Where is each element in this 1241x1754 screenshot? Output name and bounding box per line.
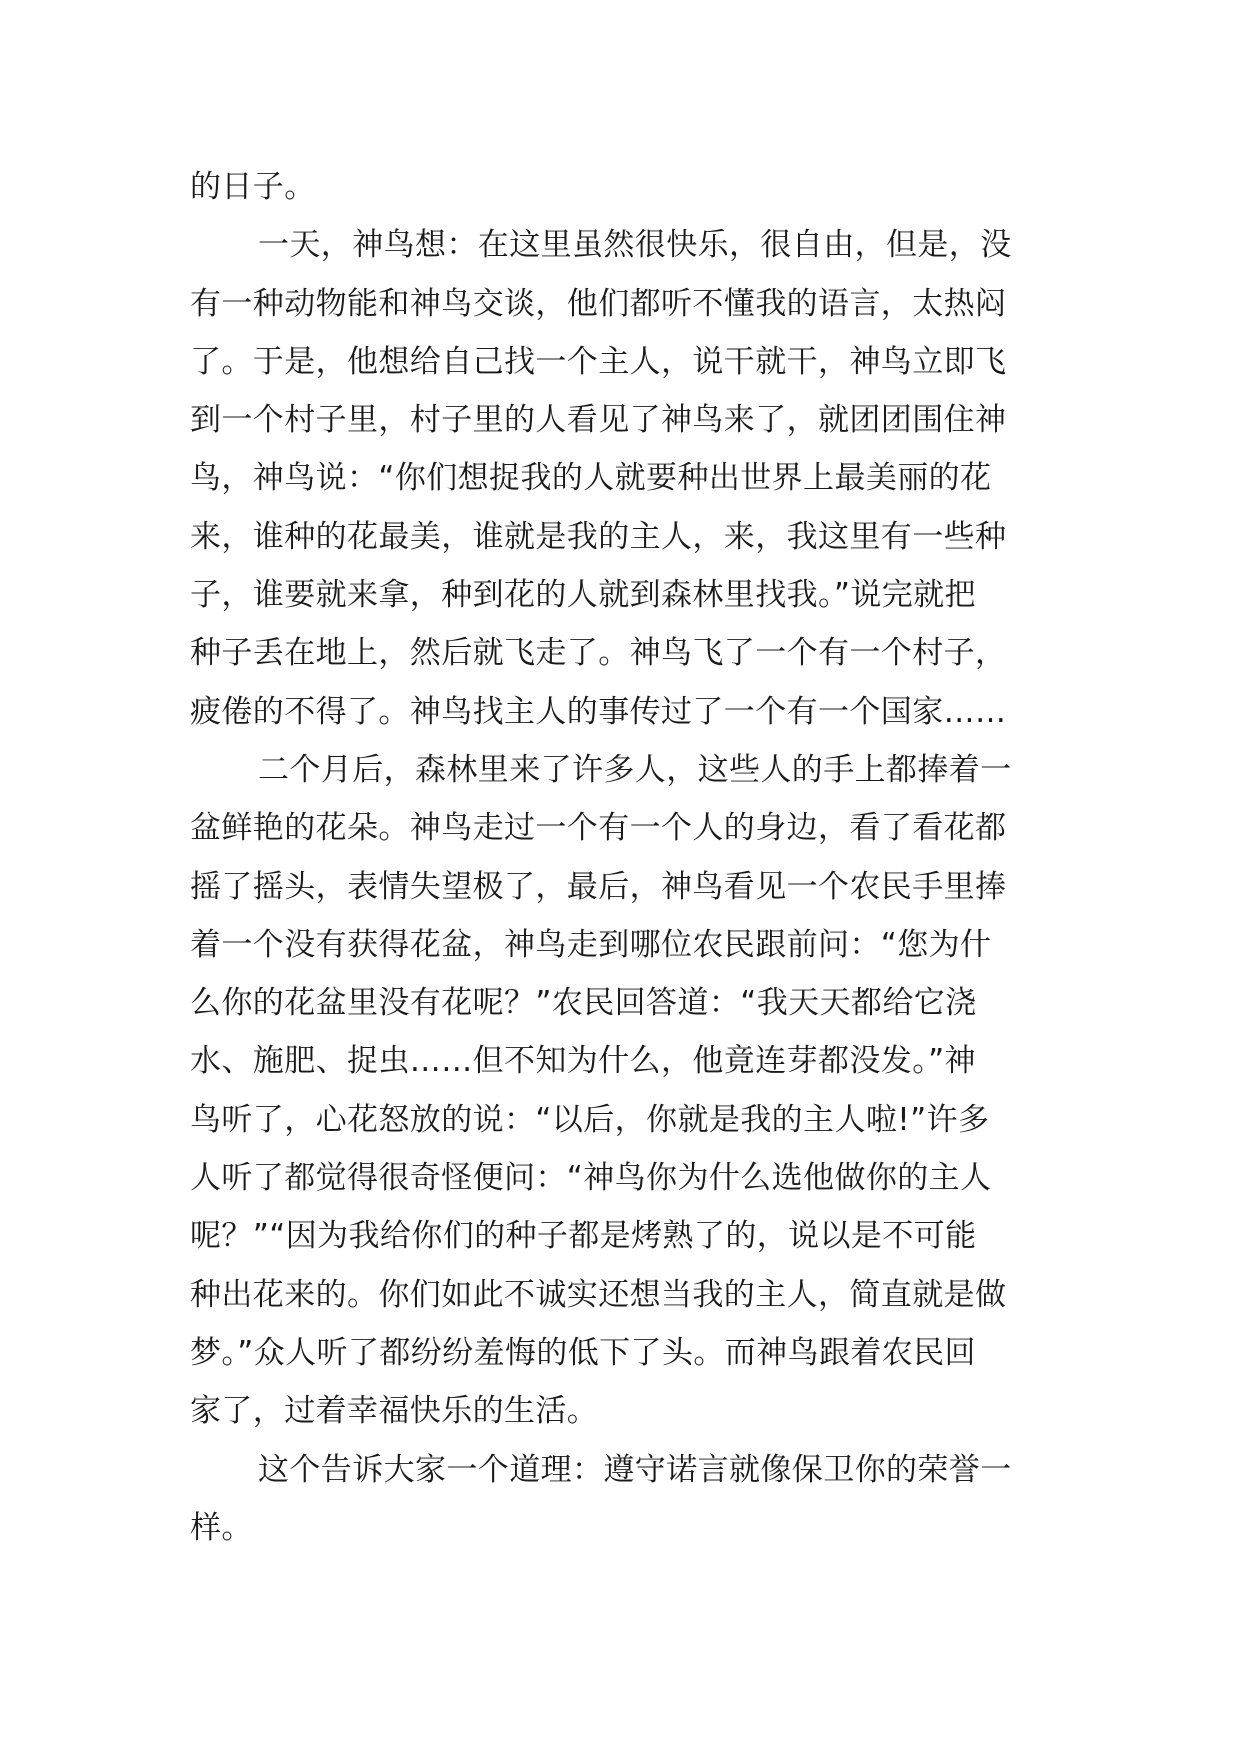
text-line: 了。于是，他想给自己找一个主人，说干就干，神鸟立即飞 <box>190 343 1007 380</box>
text-line: 家了，过着幸福快乐的生活。 <box>190 1393 599 1430</box>
text-line: 的日子。 <box>190 169 316 205</box>
text-line: 样。 <box>190 1509 253 1546</box>
text-line: 鸟，神鸟说：“你们想捉我的人就要种出世界上最美丽的花 <box>190 460 992 497</box>
text-line: 水、施肥、捉虫……但不知为什么，他竟连芽都没发。”神 <box>190 1043 976 1080</box>
text-line: 种出花来的。你们如此不诚实还想当我的主人，简直就是做 <box>190 1276 1007 1313</box>
document-body <box>190 158 1046 1557</box>
text-line: 子，谁要就来拿，种到花的人就到森林里找我。”说完就把 <box>190 577 976 614</box>
text-line: 人听了都觉得很奇怪便问：“神鸟你为什么选他做你的主人 <box>190 1160 992 1197</box>
text-line: 疲倦的不得了。神鸟找主人的事传过了一个有一个国家…… <box>190 693 1007 730</box>
text-line: 摇了摇头，表情失望极了，最后，神鸟看见一个农民手里捧 <box>190 868 1007 905</box>
text-line: 二个月后，森林里来了许多人，这些人的手上都捧着一 <box>258 751 1012 788</box>
text-line: 这个告诉大家一个道理：遵守诺言就像保卫你的荣誉一 <box>258 1451 1012 1488</box>
text-line: 鸟听了，心花怒放的说：“以后，你就是我的主人啦!”许多 <box>190 1101 990 1138</box>
text-line: 到一个村子里，村子里的人看见了神鸟来了，就团团围住神 <box>190 402 1007 439</box>
text-line: 呢？”“因为我给你们的种子都是烤熟了的，说以是不可能 <box>190 1218 977 1255</box>
text-line: 盆鲜艳的花朵。神鸟走过一个有一个人的身边，看了看花都 <box>190 810 1007 847</box>
text-line: 来，谁种的花最美，谁就是我的主人，来，我这里有一些种 <box>190 518 1007 555</box>
text-line: 种子丢在地上，然后就飞走了。神鸟飞了一个有一个村子， <box>190 635 1007 672</box>
text-line: 么你的花盆里没有花呢？”农民回答道：“我天天都给它浇 <box>190 985 977 1022</box>
text-line: 一天，神鸟想：在这里虽然很快乐，很自由，但是，没 <box>258 227 1012 264</box>
text-line: 着一个没有获得花盆，神鸟走到哪位农民跟前问：“您为什 <box>190 926 992 963</box>
text-line: 梦。”众人听了都纷纷羞悔的低下了头。而神鸟跟着农民回 <box>190 1334 976 1371</box>
text-line: 有一种动物能和神鸟交谈，他们都听不懂我的语言，太热闷 <box>190 285 1007 322</box>
